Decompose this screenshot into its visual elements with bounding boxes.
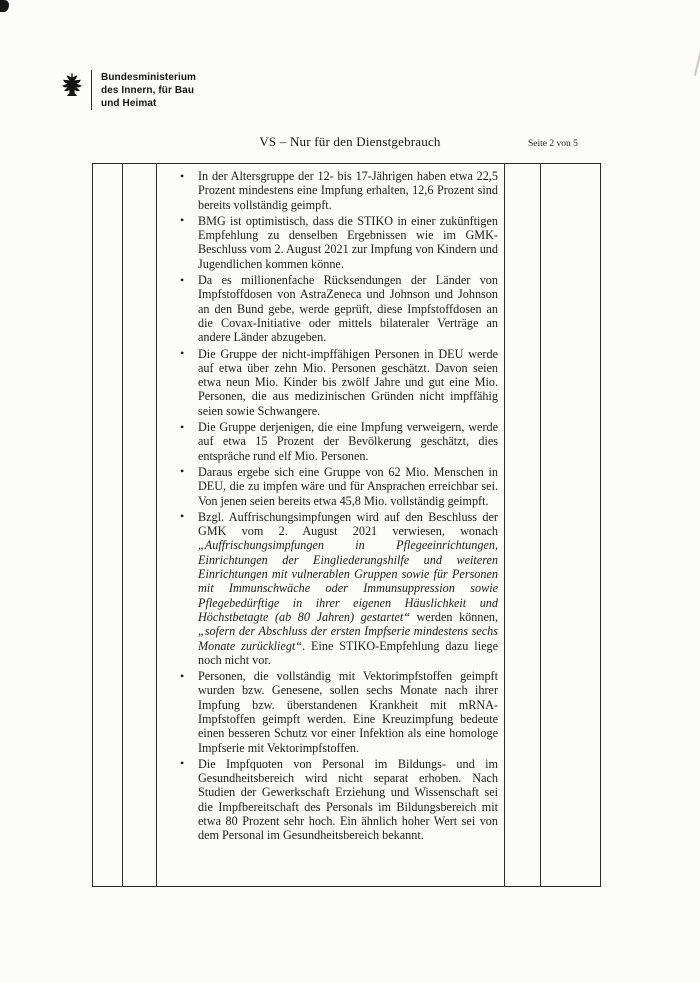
bullet-item: [162, 169, 498, 212]
classification-header: VS – Nur für den Dienstgebrauch: [259, 134, 441, 149]
table-column-empty-left-1: [93, 164, 123, 886]
ministry-line: Bundesministerium: [101, 72, 197, 83]
bullet-text: Personen, die vollständig mit Vektorimpfstoffen geimpft wurden bzw. Genesene, sollen sechs Monate nach ihrer Impfung bzw. überstandenen Krankheit mit mRNA-Impfstoffen geimpft werden. Eine Kreuzimpfung bedeute einen besseren Schutz vor einer Infektion als eine homologe Impfserie mit Vektorimpfstoffen.: [198, 669, 498, 755]
ministry-line: des Innern, für Bau: [101, 85, 195, 96]
bullet-text: Die Gruppe derjenigen, die eine Impfung verweigern, werde auf etwa 15 Prozent der Bevölkerung geschätzt, dies entspräche rund elf Mio. Personen.: [198, 420, 498, 463]
scan-artifact-top-left: [0, 0, 9, 12]
bullet-marker-icon: •: [180, 272, 185, 287]
bullet-list: [162, 169, 498, 843]
ministry-line: und Heimat: [101, 98, 157, 109]
bullet-marker-icon: •: [180, 668, 185, 683]
bullet-marker-icon: •: [180, 756, 185, 771]
federal-eagle-icon: [60, 71, 84, 99]
bullet-item: [162, 510, 498, 667]
bullet-text: Die Impfquoten von Personal im Bildungs- und im Gesundheitsbereich wird nicht separat erhoben. Nach Studien der Gewerkschaft Erziehung und Wissenschaft sei die Impfbereitschaft des Personals im Bildungsbereich mit etwa 80 Prozent sehr hoch. Ein ähnlich hoher Wert sei von dem Personal im Gesundheitsbereich bekannt.: [198, 756, 498, 843]
bullet-text: In der Altersgruppe der 12- bis 17-Jährigen haben etwa 22,5 Prozent mindestens eine Impfung erhalten, 12,6 Prozent sind bereits vollständig geimpft.: [198, 169, 498, 212]
bullet-text: Daraus ergebe sich eine Gruppe von 62 Mio. Menschen in DEU, die zu impfen wäre und für Ansprachen erreichbar sei. Von jenen seien bereits etwa 45,8 Mio. vollständig geimpft.: [198, 464, 498, 508]
table-column-content: [157, 164, 505, 886]
table-column-empty-right-1: [505, 164, 541, 886]
bullet-marker-icon: •: [180, 213, 185, 228]
bullet-marker-icon: •: [180, 419, 185, 434]
bullet-marker-icon: •: [180, 509, 185, 524]
bullet-marker-icon: •: [180, 346, 185, 361]
bullet-item: [162, 757, 498, 843]
bullet-item: [162, 465, 498, 508]
bullet-item: [162, 669, 498, 755]
bullet-item: [162, 347, 498, 418]
scan-artifact-top-right: [694, 50, 700, 76]
letterhead-divider: [91, 70, 92, 110]
bullet-marker-icon: •: [180, 168, 185, 183]
bullet-text: Da es millionenfache Rücksendungen der Länder von Impfstoffdosen von AstraZeneca und Johnson und Johnson an den Bund gebe, werde geprüft, diese Impfstoffdosen an die Covax-Initiative oder mittels bilateraler Verträge an andere Länder abzugeben.: [198, 273, 498, 345]
content-table: [92, 163, 601, 887]
ministry-name: [101, 70, 196, 110]
bullet-marker-icon: •: [180, 464, 185, 479]
bullet-text: Bzgl. Auffrischungsimpfungen wird auf den Beschluss der GMK vom 2. August 2021 verwiesen, wonach „Auffrischungsimpfungen in Pflegeeinrichtungen, Einrichtungen der Eingliederungshilfe und weiteren Einrichtungen mit vulnerablen Gruppen sowie für Personen mit Immunschwäche oder Immunsuppression sowie Pflegebedürftige in ihrer eigenen Häuslichkeit und Höchstbetagte (ab 80 Jahren) gestartet“ werden können, „sofern der Abschluss der ersten Impfserie mindestens sechs Monate zurückliegt“. Eine STIKO-Empfehlung dazu liege noch nicht vor.: [198, 509, 498, 667]
table-column-empty-left-2: [123, 164, 157, 886]
page-number: Seite 2 von 5: [528, 139, 578, 149]
bullet-item: [162, 273, 498, 344]
bullet-text: Die Gruppe der nicht-impffähigen Personen in DEU werde auf etwa über zehn Mio. Personen geschätzt. Davon seien etwa neun Mio. Kinder bis zwölf Jahre und gut eine Mio. Personen, die aus medizinischen Gründen nicht impffähig seien sowie Schwangere.: [198, 346, 498, 418]
content-area: [157, 164, 504, 843]
letterhead: [60, 70, 196, 110]
bullet-item: [162, 420, 498, 463]
bullet-text: BMG ist optimistisch, dass die STIKO in einer zukünftigen Empfehlung zu denselben Ergebnissen wie im GMK-Beschluss vom 2. August 2021 zur Impfung von Kindern und Jugendlichen kommen könne.: [198, 213, 498, 271]
table-column-empty-right-2: [541, 164, 600, 886]
bullet-item: [162, 214, 498, 271]
